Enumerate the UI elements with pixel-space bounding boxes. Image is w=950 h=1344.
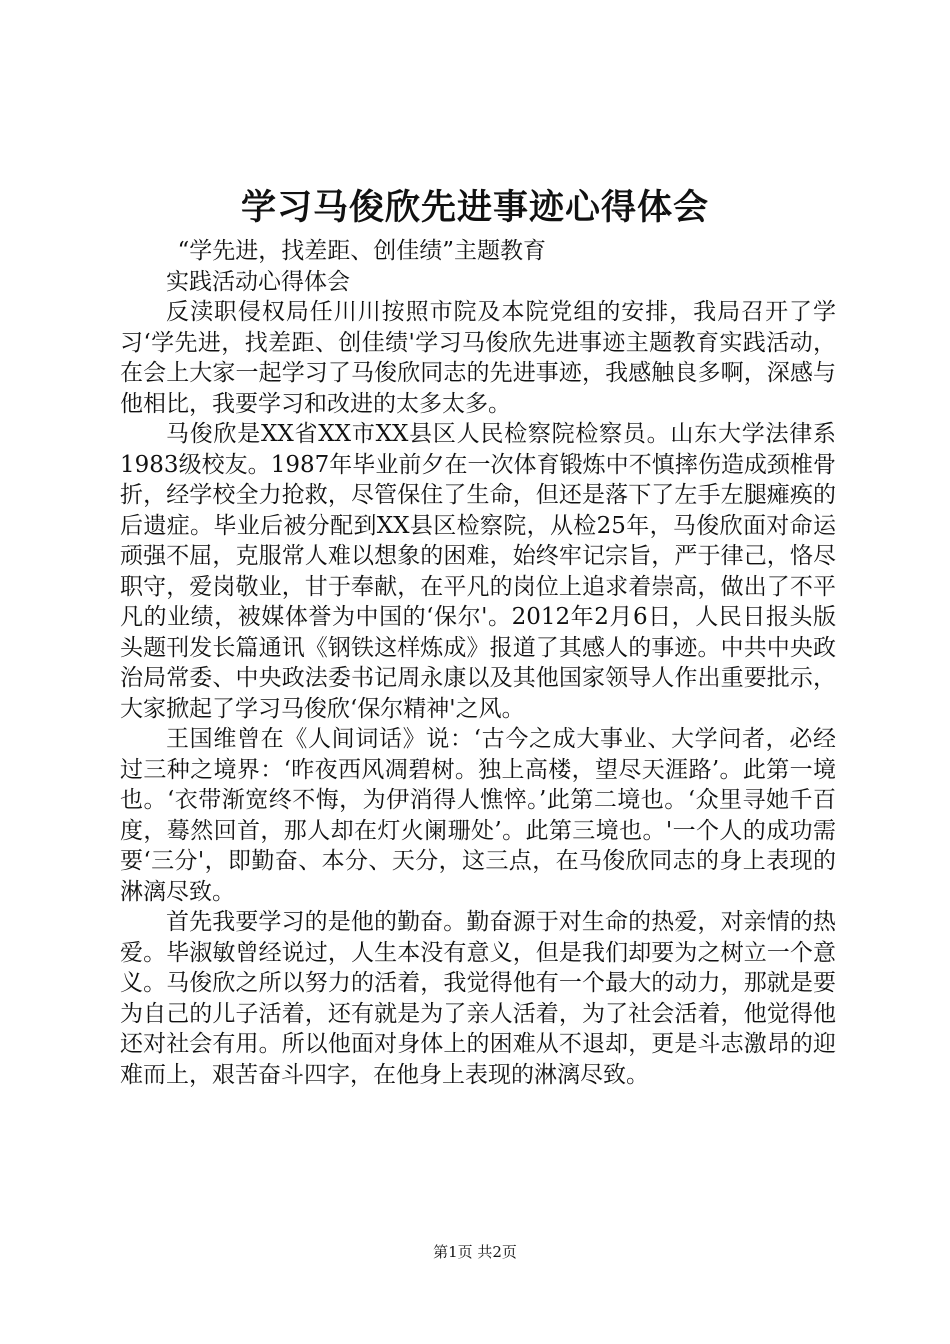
paragraph: 首先我要学习的是他的勤奋。勤奋源于对生命的热爱，对亲情的热爱。毕淑敏曾经说过，人生本没有意义，但是我们却要为之树立一个意义。马俊欣之所以努力的活着，我觉得他有一个最大的动力，那就是要为自己的儿子活着，还有就是为了亲人活着，为了社会活着，他觉得他还对社会有用。所以他面对身体上的困难从不退却，更是斗志激昂的迎难而上，艰苦奋斗四字，在他身上表现的淋漓尽致。	[120, 909, 836, 1088]
subtitle-line: “学先进，找差距、创佳绩”主题教育	[177, 238, 547, 264]
document-body	[120, 236, 836, 1090]
paragraph: 王国维曾在《人间词话》说：‘古今之成大事业、大学问者，必经过三种之境界：‘昨夜西风凋碧树。独上高楼，望尽天涯路’。此第一境也。‘衣带渐宽终不悔，为伊消得人憔悴。’此第二境也。‘众里寻她千百度，蓦然回首，那人却在灯火阑珊处’。此第三境也。'一个人的成功需要‘三分'，即勤奋、本分、天分，这三点，在马俊欣同志的身上表现的淋漓尽致。	[120, 726, 836, 905]
paragraph: 马俊欣是XX省XX市XX县区人民检察院检察员。山东大学法律系1983级校友。1987年毕业前夕在一次体育锻炼中不慎摔伤造成颈椎骨折，经学校全力抢救，尽管保住了生命，但还是落下了左手左腿瘫痪的后遗症。毕业后被分配到XX县区检察院，从检25年，马俊欣面对命运顽强不屈，克服常人难以想象的困难，始终牢记宗旨，严于律己，恪尽职守，爱岗敬业，甘于奉献，在平凡的岗位上追求着崇高，做出了不平凡的业绩，被媒体誉为中国的‘保尔'。2012年2月6日，人民日报头版头题刊发长篇通讯《钢铁这样炼成》报道了其感人的事迹。中共中央政治局常委、中央政法委书记周永康以及其他国家领导人作出重要批示，大家掀起了学习马俊欣‘保尔精神'之风。	[120, 421, 836, 722]
document-title: 学习马俊欣先进事迹心得体会	[240, 187, 709, 228]
subtitle-line: 实践活动心得体会	[166, 268, 350, 295]
page-footer: 第1页 共2页	[433, 1243, 517, 1261]
paragraph: 反渎职侵权局任川川按照市院及本院党组的安排，我局召开了学习‘学先进，找差距、创佳绩'学习马俊欣先进事迹主题教育实践活动，在会上大家一起学习了马俊欣同志的先进事迹，我感触良多啊，深感与他相比，我要学习和改进的太多太多。	[120, 299, 836, 417]
